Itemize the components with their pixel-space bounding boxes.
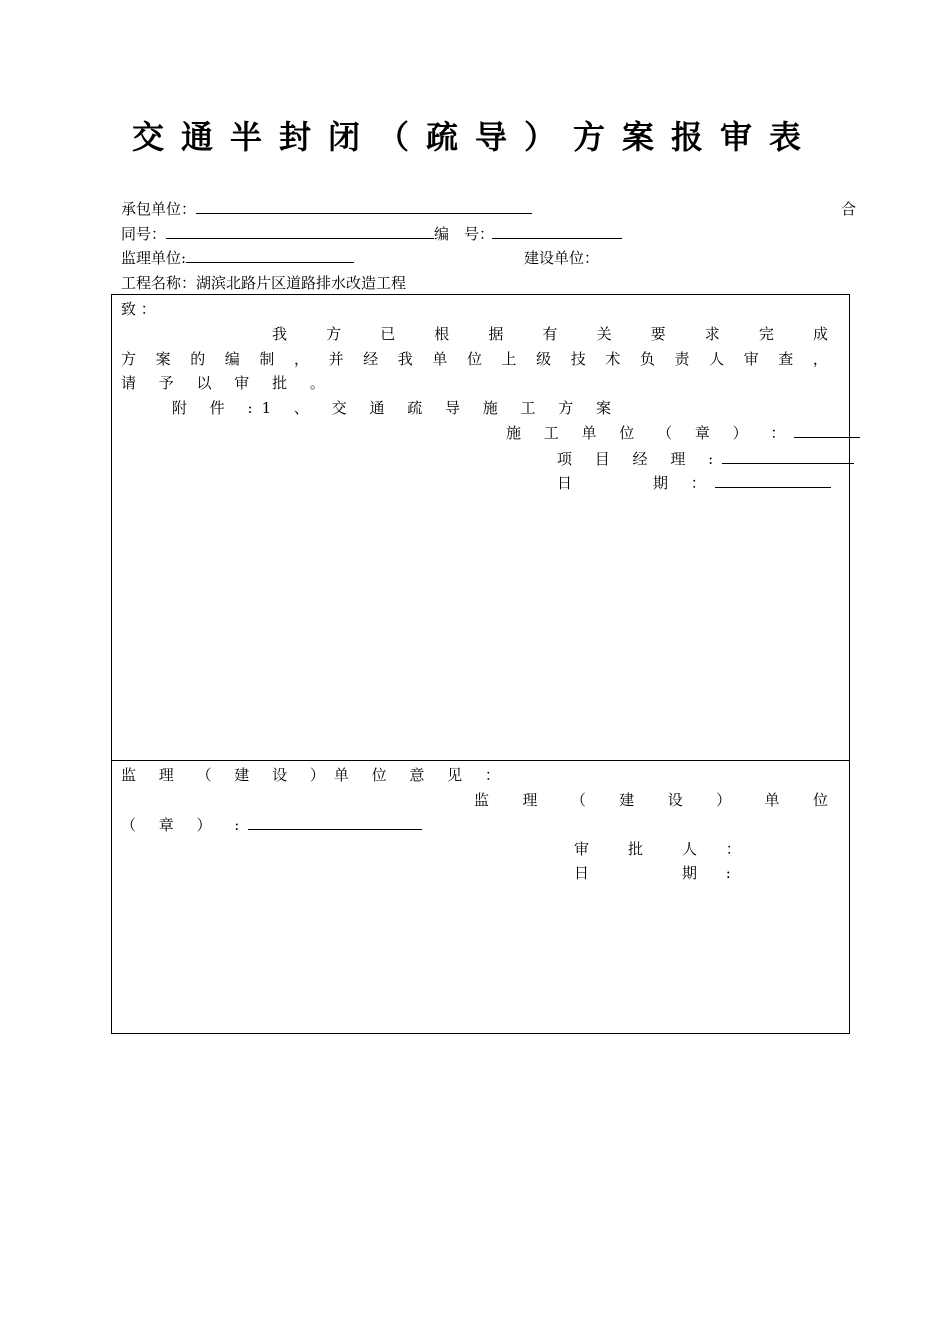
- para-line1-char: 关: [596, 325, 612, 343]
- para-line1-char: 方: [326, 325, 342, 343]
- contract-label-a: 合: [841, 200, 857, 218]
- para-line1-char: 要: [650, 325, 666, 343]
- review-unit-line1-char: 单: [764, 791, 780, 809]
- supervisor-field[interactable]: [186, 248, 354, 263]
- para-line1-char: 完: [758, 325, 774, 343]
- para-line3: 请 予 以 审 批 。: [121, 374, 334, 392]
- review-unit-label: （ 章 ） :: [121, 816, 249, 834]
- para-line2-char: 技: [570, 350, 586, 368]
- unit-stamp-label: 施 工 单 位 （ 章 ） ：: [506, 424, 795, 442]
- para-line2-char: 我: [397, 350, 413, 368]
- para-line2-char: 上: [501, 350, 517, 368]
- para-line2-char: 审: [743, 350, 759, 368]
- para-line1: [272, 323, 828, 344]
- supervisor-label: 监理单位:: [121, 249, 187, 267]
- project-label: 工程名称：: [121, 274, 197, 292]
- para-line2-char: 的: [190, 350, 206, 368]
- para-line2: [121, 348, 828, 369]
- contractor-label: 承包单位：: [121, 200, 197, 218]
- approver-label: 审 批 人 ：: [574, 840, 753, 858]
- para-line2-char: 责: [674, 350, 690, 368]
- unit-stamp-field[interactable]: [794, 423, 860, 438]
- number-label: 编 号：: [434, 225, 495, 243]
- manager-field[interactable]: [722, 449, 854, 464]
- attachment-line: 附 件 :1 、 交 通 疏 导 施 工 方 案: [172, 399, 621, 417]
- opinion-label: 监 理 （ 建 设 ）单 位 意 见 ：: [121, 766, 509, 784]
- project-row: [121, 272, 406, 293]
- to-label: 致 ：: [121, 300, 156, 318]
- review-unit-line1-char: 位: [812, 791, 828, 809]
- para-line2-char: 经: [363, 350, 379, 368]
- page-title: 交通半封闭（疏导）方案报审表: [131, 118, 818, 156]
- date-row-1: [557, 472, 831, 493]
- date-label-2: 日 期 :: [574, 864, 743, 882]
- para-line1-char: 有: [542, 325, 558, 343]
- para-line1-char: 已: [380, 325, 396, 343]
- para-line2-char: 并: [328, 350, 344, 368]
- para-line2-char: 负: [639, 350, 655, 368]
- para-line2-char: 术: [605, 350, 621, 368]
- manager-label: 项 目 经 理 :: [557, 450, 723, 468]
- contract-label: 同号：: [121, 225, 167, 243]
- review-unit-line1-char: 建: [619, 791, 635, 809]
- para-line2-char: 级: [536, 350, 552, 368]
- supervisor-row: [121, 247, 354, 268]
- review-unit-line1-char: （: [570, 791, 586, 809]
- contractor-row: [121, 198, 532, 219]
- para-line2-char: 方: [121, 350, 137, 368]
- review-unit-field[interactable]: [248, 815, 422, 830]
- para-line2-char: 案: [155, 350, 171, 368]
- para-line2-char: 位: [466, 350, 482, 368]
- para-line1-char: 我: [272, 325, 288, 343]
- para-line2-char: 编: [224, 350, 240, 368]
- para-line2-char: 制: [259, 350, 275, 368]
- para-line2-char: 单: [432, 350, 448, 368]
- date-label-1: 日 期 ：: [557, 474, 715, 492]
- contract-number-field[interactable]: [166, 224, 434, 239]
- review-unit-row: [121, 814, 422, 835]
- review-unit-line1-char: 监: [474, 791, 490, 809]
- para-line1-char: 成: [812, 325, 828, 343]
- para-line2-char: ，: [293, 350, 309, 368]
- number-field[interactable]: [492, 224, 622, 239]
- para-line2-char: 查: [778, 350, 794, 368]
- contract-row: [121, 223, 622, 244]
- review-unit-line1-char: 设: [667, 791, 683, 809]
- para-line2-char: 人: [709, 350, 725, 368]
- unit-stamp-row: [506, 422, 860, 443]
- review-unit-line1-char: ）: [716, 791, 732, 809]
- para-line2-char: ，: [812, 350, 828, 368]
- date-field-1[interactable]: [715, 473, 831, 488]
- para-line1-char: 求: [704, 325, 720, 343]
- contractor-field[interactable]: [196, 199, 532, 214]
- manager-row: [557, 448, 854, 469]
- review-unit-line1: [474, 789, 828, 810]
- owner-label: 建设单位：: [524, 249, 600, 267]
- para-line1-char: 根: [434, 325, 450, 343]
- project-name: 湖滨北路片区道路排水改造工程: [196, 274, 407, 292]
- review-unit-line1-char: 理: [522, 791, 538, 809]
- para-line1-char: 据: [488, 325, 504, 343]
